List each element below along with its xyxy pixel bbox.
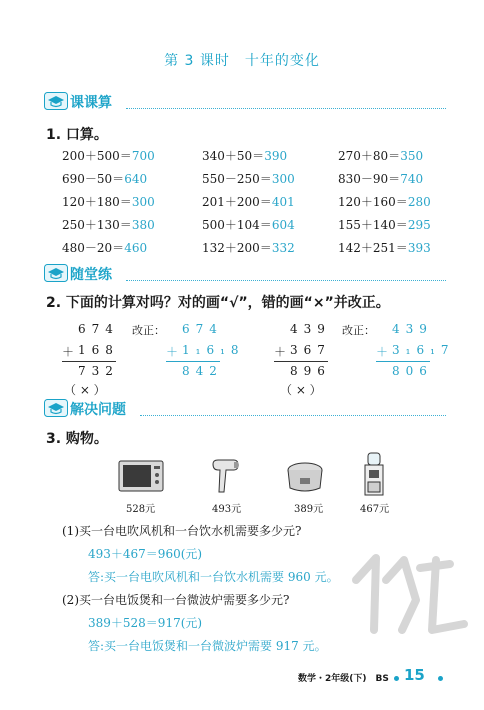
correction-label: 改正： bbox=[342, 324, 375, 337]
section-divider bbox=[140, 415, 446, 416]
expression: 132＋200＝ bbox=[202, 241, 272, 255]
vertical-top: 674 bbox=[78, 322, 119, 336]
rice-cooker-icon bbox=[286, 460, 324, 494]
mental-math-item bbox=[338, 193, 431, 210]
answer: 390 bbox=[264, 149, 288, 163]
expression: 120＋160＝ bbox=[338, 195, 408, 209]
answer: 300 bbox=[131, 195, 155, 209]
answer: 401 bbox=[271, 195, 295, 209]
mental-math-item bbox=[202, 216, 295, 233]
vertical-line bbox=[62, 361, 116, 362]
correction-top: 439 bbox=[392, 322, 433, 336]
microwave-icon bbox=[118, 460, 164, 494]
section-label: 解决问题 bbox=[70, 402, 126, 418]
mental-math-item bbox=[62, 193, 155, 210]
answer: 332 bbox=[271, 241, 295, 255]
price-label: 389元 bbox=[294, 504, 324, 515]
answer: 460 bbox=[124, 241, 148, 255]
price-label: 528元 bbox=[126, 504, 156, 515]
expression: 250＋130＝ bbox=[62, 218, 132, 232]
expression: 340＋50＝ bbox=[202, 149, 265, 163]
correction-operator: ＋ bbox=[376, 345, 395, 359]
judgement-mark: （ × ） bbox=[280, 383, 322, 397]
expression: 830－90＝ bbox=[338, 172, 401, 186]
correction-operator: ＋ bbox=[166, 345, 185, 359]
graduation-cap-icon bbox=[44, 264, 68, 282]
expression: 201＋200＝ bbox=[202, 195, 272, 209]
vertical-line bbox=[274, 361, 328, 362]
vertical-result: 896 bbox=[290, 364, 331, 378]
price-label: 467元 bbox=[360, 504, 390, 515]
watermark-graphic bbox=[346, 540, 476, 650]
correction-bottom: 3₁6₁7 bbox=[392, 343, 455, 357]
mental-math-item bbox=[338, 147, 423, 164]
mental-math-item bbox=[338, 239, 431, 256]
answer: 740 bbox=[400, 172, 424, 186]
page-title: 第 3 课时 十年的变化 bbox=[164, 53, 320, 69]
sub-question-2-answer: 答:买一台电饭煲和一台微波炉需要 917 元。 bbox=[88, 639, 327, 653]
expression: 120＋180＝ bbox=[62, 195, 132, 209]
question-2-label: 2. 下面的计算对吗？对的画“√”，错的画“×”并改正。 bbox=[46, 295, 390, 311]
answer: 393 bbox=[407, 241, 431, 255]
expression: 200＋500＝ bbox=[62, 149, 132, 163]
sub-question-1-calc: 493＋467＝960(元) bbox=[88, 547, 203, 561]
answer: 700 bbox=[131, 149, 155, 163]
section-header-exercise bbox=[44, 264, 454, 284]
vertical-operator: ＋ bbox=[62, 345, 81, 359]
sub-question-2: (2)买一台电饭煲和一台微波炉需要多少元? bbox=[62, 593, 290, 607]
hair-dryer-icon bbox=[210, 458, 240, 496]
mental-math-item bbox=[338, 216, 431, 233]
expression: 480－20＝ bbox=[62, 241, 125, 255]
section-divider bbox=[126, 108, 446, 109]
mental-math-item bbox=[62, 147, 155, 164]
page-number: 15 bbox=[404, 666, 425, 684]
correction-label: 改正： bbox=[132, 324, 165, 337]
vertical-bottom: 168 bbox=[78, 343, 119, 357]
sub-question-1: (1)买一台电吹风机和一台饮水机需要多少元? bbox=[62, 524, 302, 538]
vertical-result: 732 bbox=[78, 364, 119, 378]
mental-math-item bbox=[62, 216, 155, 233]
section-label: 课课算 bbox=[70, 95, 112, 111]
graduation-cap-icon bbox=[44, 399, 68, 417]
mental-math-item bbox=[202, 239, 295, 256]
expression: 500＋104＝ bbox=[202, 218, 272, 232]
price-label: 493元 bbox=[212, 504, 242, 515]
book-info: 数学・2年级(下) BS bbox=[298, 674, 389, 684]
vertical-bottom: 367 bbox=[290, 343, 331, 357]
mental-math-item bbox=[338, 170, 423, 187]
answer: 280 bbox=[407, 195, 431, 209]
correction-bottom: 1₁6₁8 bbox=[182, 343, 245, 357]
correction-line bbox=[166, 361, 220, 362]
expression: 550－250＝ bbox=[202, 172, 272, 186]
question-3-label: 3. 购物。 bbox=[46, 431, 108, 447]
page-dot bbox=[438, 676, 443, 681]
correction-top: 674 bbox=[182, 322, 223, 336]
section-divider bbox=[126, 280, 446, 281]
expression: 155＋140＝ bbox=[338, 218, 408, 232]
answer: 350 bbox=[400, 149, 424, 163]
section-label: 随堂练 bbox=[70, 267, 112, 283]
graduation-cap-icon bbox=[44, 92, 68, 110]
vertical-operator: ＋ bbox=[274, 345, 293, 359]
correction-line bbox=[376, 361, 430, 362]
mental-math-item bbox=[202, 193, 295, 210]
expression: 142＋251＝ bbox=[338, 241, 408, 255]
vertical-top: 439 bbox=[290, 322, 331, 336]
page-dot bbox=[394, 676, 399, 681]
answer: 295 bbox=[407, 218, 431, 232]
mental-math-item bbox=[62, 239, 147, 256]
expression: 270＋80＝ bbox=[338, 149, 401, 163]
answer: 380 bbox=[131, 218, 155, 232]
expression: 690－50＝ bbox=[62, 172, 125, 186]
mental-math-item bbox=[62, 170, 147, 187]
answer: 300 bbox=[271, 172, 295, 186]
mental-math-item bbox=[202, 170, 295, 187]
mental-math-item bbox=[202, 147, 287, 164]
correction-result: 806 bbox=[392, 364, 433, 378]
correction-result: 842 bbox=[182, 364, 223, 378]
answer: 640 bbox=[124, 172, 148, 186]
sub-question-1-answer: 答:买一台电吹风机和一台饮水机需要 960 元。 bbox=[88, 570, 339, 584]
section-header-practice bbox=[44, 92, 454, 112]
water-dispenser-icon bbox=[362, 452, 386, 496]
section-header-problem-solving bbox=[44, 399, 454, 419]
question-1-label: 1. 口算。 bbox=[46, 127, 108, 143]
answer: 604 bbox=[271, 218, 295, 232]
judgement-mark: （ × ） bbox=[64, 383, 106, 397]
sub-question-2-calc: 389＋528＝917(元) bbox=[88, 616, 203, 630]
